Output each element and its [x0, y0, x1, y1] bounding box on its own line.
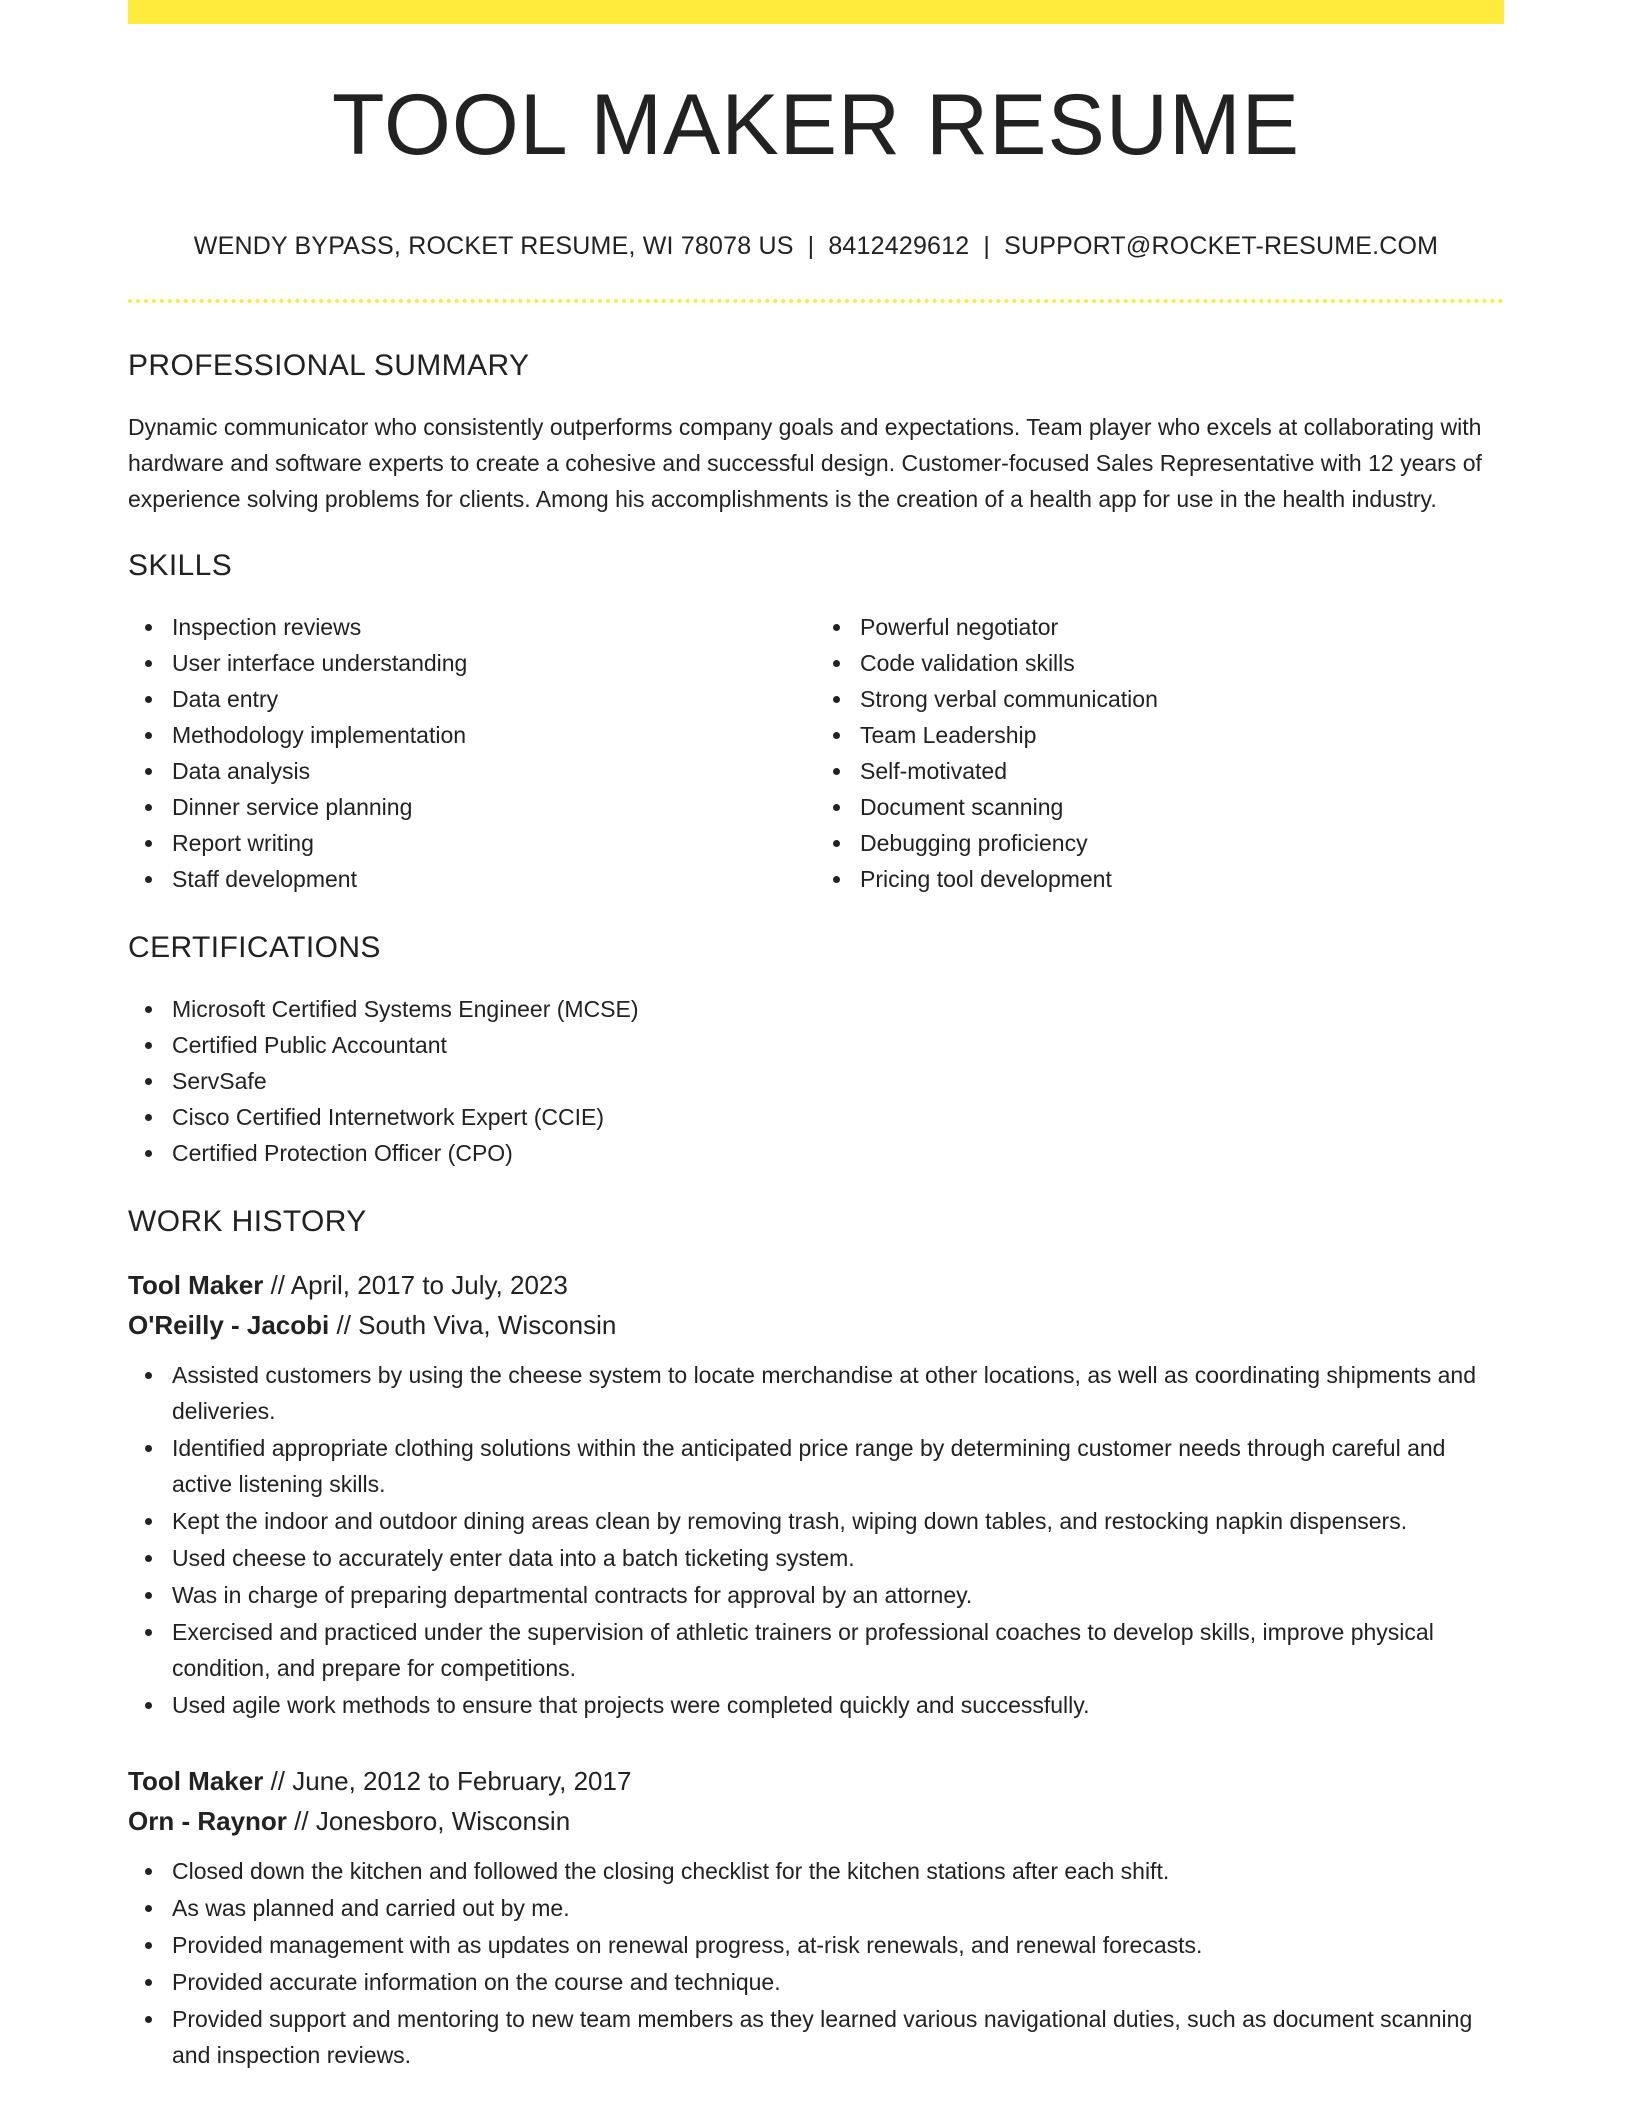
skill-item: Powerful negotiator	[860, 609, 1504, 645]
job-duty: Assisted customers by using the cheese system to locate merchandise at other locations, as well as coordinating shipments and deliveries.	[172, 1357, 1504, 1429]
job-duty: As was planned and carried out by me.	[172, 1890, 1504, 1926]
skills-list-right	[816, 609, 1504, 897]
job-company: Orn - Raynor	[128, 1806, 287, 1836]
skill-item: Debugging proficiency	[860, 825, 1504, 861]
skill-item: Report writing	[172, 825, 816, 861]
job-location: // South Viva, Wisconsin	[336, 1310, 617, 1340]
summary-text: Dynamic communicator who consistently outperforms company goals and expectations. Team player who excels at collaborating with hardware and software experts to create a cohesive and successful design. Customer-focused Sales Representative with 12 years of experience solving problems for clients. Among his accomplishments is the creation of a health app for use in the health industry.	[128, 414, 1482, 512]
contact-line	[128, 232, 1504, 261]
job-duty: Provided support and mentoring to new team members as they learned various navigational duties, such as document scanning and inspection reviews.	[172, 2001, 1504, 2073]
job-entry	[128, 1265, 1504, 1723]
contact-separator: |	[807, 232, 815, 260]
certifications-section	[128, 931, 1504, 1171]
skill-item: Strong verbal communication	[860, 681, 1504, 717]
certification-item: Microsoft Certified Systems Engineer (MCSE)	[172, 991, 1504, 1027]
job-title: Tool Maker	[128, 1766, 264, 1796]
summary-section	[128, 349, 1504, 517]
job-duty: Exercised and practiced under the supervision of athletic trainers or professional coaches to develop skills, improve physical condition, and prepare for competitions.	[172, 1614, 1504, 1686]
skills-column-left	[128, 609, 816, 897]
certification-item: Certified Public Accountant	[172, 1027, 1504, 1063]
certifications-heading: CERTIFICATIONS	[128, 931, 381, 964]
skill-item: Team Leadership	[860, 717, 1504, 753]
job-duty: Identified appropriate clothing solutions within the anticipated price range by determining customer needs through careful and active listening skills.	[172, 1430, 1504, 1502]
job-title: Tool Maker	[128, 1270, 264, 1300]
job-duty: Used agile work methods to ensure that projects were completed quickly and successfully.	[172, 1687, 1504, 1723]
certification-item: ServSafe	[172, 1063, 1504, 1099]
contact-phone: 8412429612	[828, 232, 970, 260]
skill-item: Inspection reviews	[172, 609, 816, 645]
skill-item: Document scanning	[860, 789, 1504, 825]
skill-item: User interface understanding	[172, 645, 816, 681]
resume-title: TOOL MAKER RESUME	[332, 77, 1300, 173]
job-company-line	[128, 1801, 1504, 1841]
skill-item: Data entry	[172, 681, 816, 717]
certification-item: Certified Protection Officer (CPO)	[172, 1135, 1504, 1171]
skills-columns	[128, 609, 1504, 897]
certification-item: Cisco Certified Internetwork Expert (CCIE)	[172, 1099, 1504, 1135]
skill-item: Code validation skills	[860, 645, 1504, 681]
job-company: O'Reilly - Jacobi	[128, 1310, 330, 1340]
skill-item: Data analysis	[172, 753, 816, 789]
job-title-line	[128, 1761, 1504, 1801]
top-accent-bar	[128, 0, 1504, 24]
job-duty: Was in charge of preparing departmental contracts for approval by an attorney.	[172, 1577, 1504, 1613]
job-duty: Closed down the kitchen and followed the closing checklist for the kitchen stations after each shift.	[172, 1853, 1504, 1889]
job-dates: // June, 2012 to February, 2017	[270, 1766, 632, 1796]
skill-item: Methodology implementation	[172, 717, 816, 753]
contact-address: WENDY BYPASS, ROCKET RESUME, WI 78078 US	[193, 232, 794, 260]
job-duty: Kept the indoor and outdoor dining areas clean by removing trash, wiping down tables, and restocking napkin dispensers.	[172, 1503, 1504, 1539]
skill-item: Staff development	[172, 861, 816, 897]
job-duty: Provided accurate information on the course and technique.	[172, 1964, 1504, 2000]
summary-heading: PROFESSIONAL SUMMARY	[128, 349, 530, 382]
contact-email: SUPPORT@ROCKET-RESUME.COM	[1004, 232, 1439, 260]
contact-separator: |	[983, 232, 991, 260]
skills-column-right	[816, 609, 1504, 897]
work-history-heading: WORK HISTORY	[128, 1205, 367, 1238]
skills-heading: SKILLS	[128, 549, 233, 582]
skills-list-left	[128, 609, 816, 897]
work-history-section	[128, 1205, 1504, 2073]
skill-item: Self-motivated	[860, 753, 1504, 789]
certifications-list	[128, 991, 1504, 1171]
skill-item: Dinner service planning	[172, 789, 816, 825]
skill-item: Pricing tool development	[860, 861, 1504, 897]
job-location: // Jonesboro, Wisconsin	[294, 1806, 571, 1836]
job-entry	[128, 1761, 1504, 2073]
job-duties-list	[128, 1853, 1504, 2073]
skills-section	[128, 549, 1504, 897]
job-dates: // April, 2017 to July, 2023	[270, 1270, 568, 1300]
job-company-line	[128, 1305, 1504, 1345]
job-duty: Used cheese to accurately enter data into a batch ticketing system.	[172, 1540, 1504, 1576]
job-duty: Provided management with as updates on renewal progress, at-risk renewals, and renewal forecasts.	[172, 1927, 1504, 1963]
dotted-divider	[128, 299, 1504, 303]
resume-page	[128, 0, 1504, 2074]
job-duties-list	[128, 1357, 1504, 1723]
job-title-line	[128, 1265, 1504, 1305]
